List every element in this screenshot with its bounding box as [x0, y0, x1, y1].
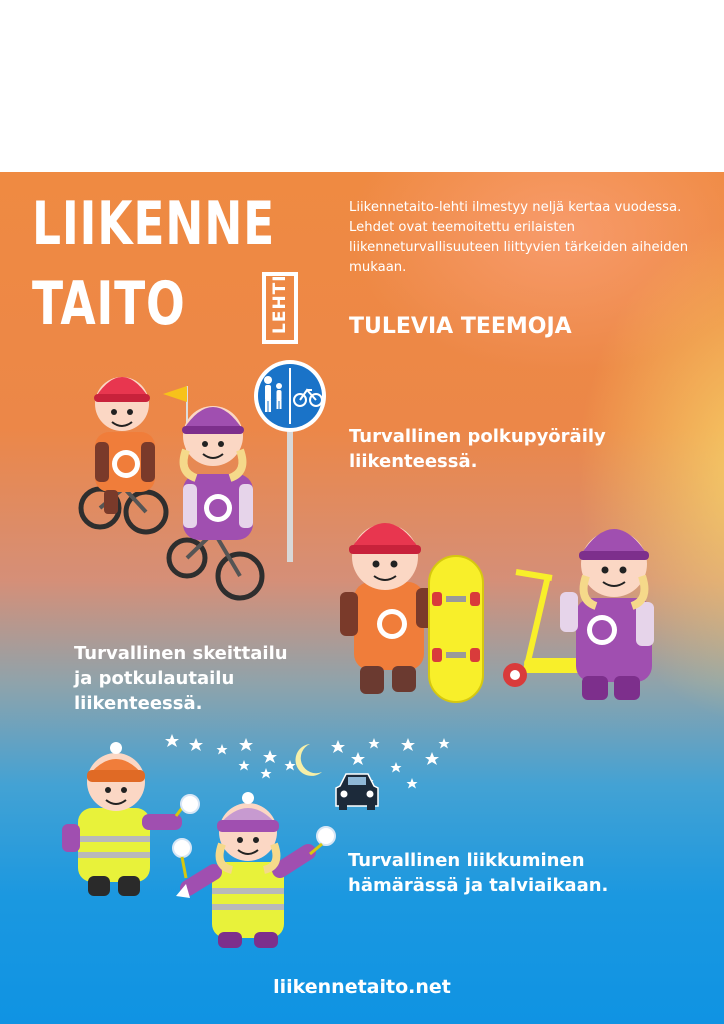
kid-winter-purple-hat [173, 792, 335, 948]
reflector-icon [176, 795, 199, 816]
skateboard [429, 556, 483, 702]
kid-scooter-purple-helmet [503, 529, 654, 700]
section-heading: TULEVIA TEEMOJA [349, 314, 572, 339]
intro-text: Liikennetaito-lehti ilmestyy neljä kertaa vuodessa. Lehdet ovat teemoitettu erilaisten liikenneturvallisuuteen liittyvien tärkeiden aiheiden mukaan. [349, 200, 689, 275]
logo-lehti-badge [262, 272, 298, 344]
theme-line: Turvallinen liikkuminen [348, 850, 585, 871]
moon-icon [295, 744, 322, 776]
theme-line: liikenteessä. [74, 693, 203, 714]
poster [0, 172, 724, 1024]
theme-winter [348, 848, 678, 898]
pedestrian-and-cyclist-sign-icon [254, 360, 326, 562]
website-link[interactable]: liikennetaito.net [273, 976, 451, 998]
car-icon [336, 774, 378, 810]
logo-lehti-text: LEHTI [270, 274, 290, 334]
logo-line2: TAITO [32, 269, 186, 339]
kid-winter-orange-hat [62, 742, 199, 896]
theme-line: Turvallinen skeittailu [74, 643, 288, 664]
logo-line1: LIIKENNE [32, 189, 276, 259]
kid-cyclist-red-helmet [81, 377, 187, 532]
night-sky [165, 734, 450, 789]
star-icon [165, 734, 450, 789]
kid-cyclist-purple-helmet [169, 406, 262, 598]
theme-line: liikenteessä. [349, 451, 478, 472]
flag-icon [163, 386, 187, 402]
kid-skater-red-helmet [340, 523, 483, 702]
theme-line: Turvallinen polkupyöräily [349, 426, 606, 447]
theme-skating [74, 641, 334, 716]
theme-cycling [349, 424, 679, 474]
theme-line: hämärässä ja talviaikaan. [348, 875, 609, 896]
theme-line: ja potkulautailu [74, 668, 235, 689]
